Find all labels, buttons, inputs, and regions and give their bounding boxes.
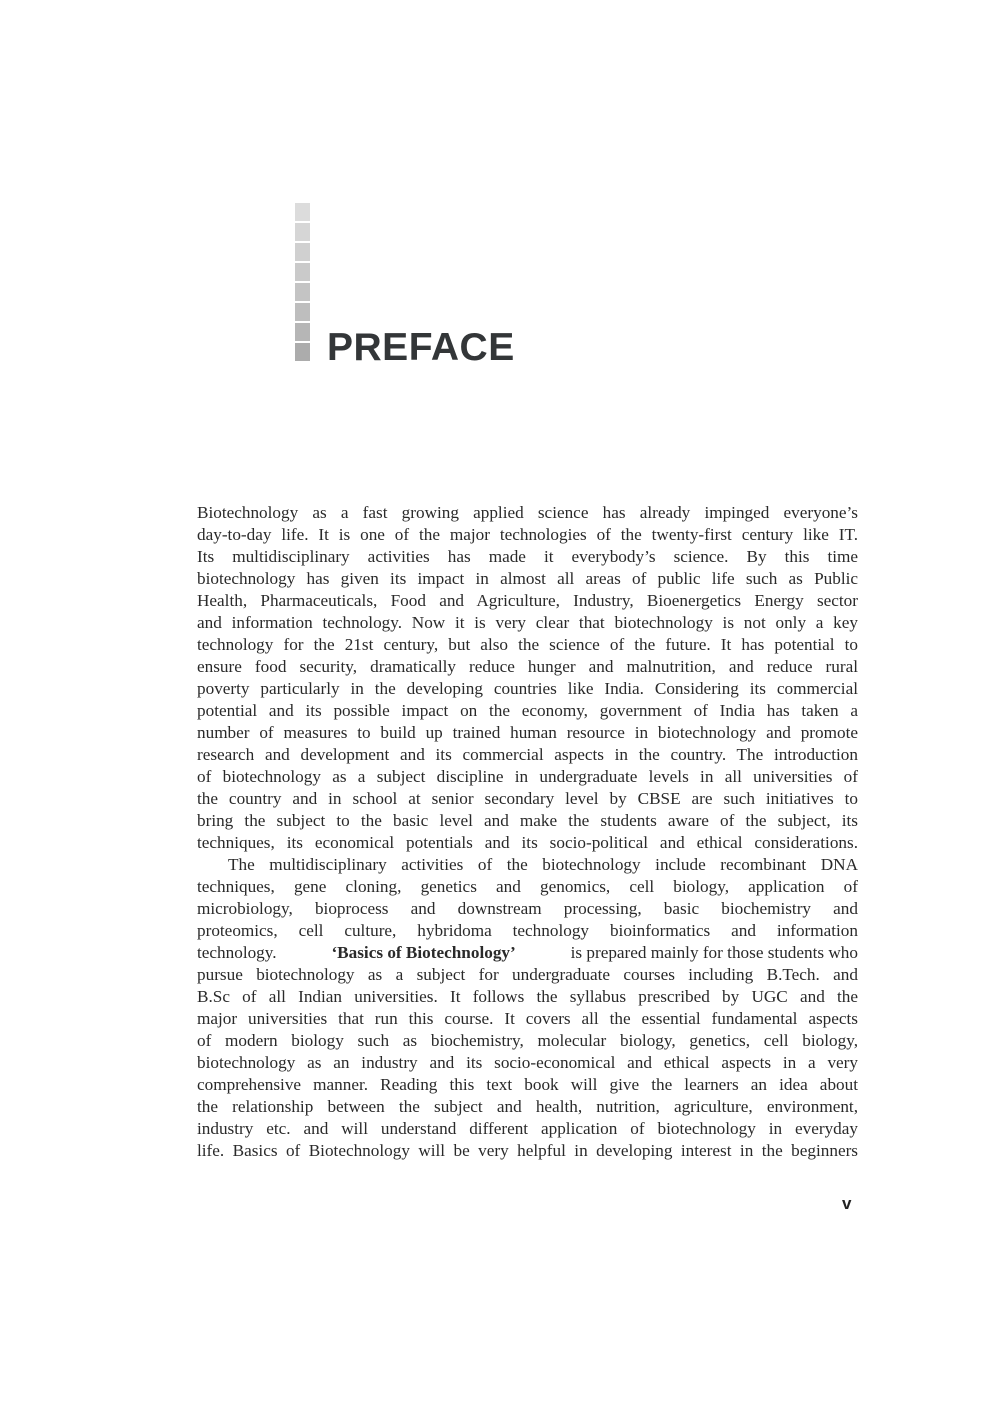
text-line: microbiology, bioprocess and downstream processing, basic biochemistry and (197, 899, 858, 918)
text-span: technology. (197, 943, 281, 962)
text-line: ensure food security, dramatically reduce hunger and malnutrition, and reduce rural (197, 657, 858, 676)
text-line: pursue biotechnology as a subject for undergraduate courses including B.Tech. and (197, 965, 858, 984)
text-line: poverty particularly in the developing countries like India. Considering its commercial (197, 679, 858, 698)
text-line: potential and its possible impact on the economy, government of India has taken a (197, 701, 858, 720)
text-line: the country and in school at senior secondary level by CBSE are such initiatives to (197, 789, 858, 808)
paragraph-2 (197, 854, 858, 1162)
bar-block (295, 223, 310, 241)
bar-block (295, 203, 310, 221)
text-line: Biotechnology as a fast growing applied science has already impinged everyone’s (197, 503, 858, 522)
text-line: of modern biology such as biochemistry, molecular biology, genetics, cell biology, (197, 1031, 858, 1050)
text-line: Its multidisciplinary activities has made it everybody’s science. By this time (197, 547, 858, 566)
text-line: biotechnology as an industry and its socio-economical and ethical aspects in a very (197, 1053, 858, 1072)
text-line: major universities that run this course. It covers all the essential fundamental aspects (197, 1009, 858, 1028)
text-line: industry etc. and will understand different application of biotechnology in everyday (197, 1119, 858, 1138)
text-line: the relationship between the subject and health, nutrition, agriculture, environment, (197, 1097, 858, 1116)
text-line (197, 942, 858, 964)
text-line: The multidisciplinary activities of the biotechnology include recombinant DNA (228, 855, 858, 874)
text-line: bring the subject to the basic level and make the students aware of the subject, its (197, 811, 858, 830)
text-line: B.Sc of all Indian universities. It follows the syllabus prescribed by UGC and the (197, 987, 858, 1006)
text-line: of biotechnology as a subject discipline in undergraduate levels in all universities of (197, 767, 858, 786)
text-line: technology for the 21st century, but also the science of the future. It has potential to (197, 635, 858, 654)
bar-block (295, 323, 310, 341)
page-title: PREFACE (327, 326, 515, 369)
text-line: research and development and its commercial aspects in the country. The introduction (197, 745, 858, 764)
bar-block (295, 343, 310, 361)
text-line: techniques, its economical potentials and its socio-political and ethical considerations. (197, 833, 858, 852)
text-line: proteomics, cell culture, hybridoma technology bioinformatics and information (197, 921, 858, 940)
text-line: techniques, gene cloning, genetics and genomics, cell biology, application of (197, 877, 858, 896)
text-line: number of measures to build up trained human resource in biotechnology and promote (197, 723, 858, 742)
preface-body (197, 502, 858, 1162)
bar-block (295, 303, 310, 321)
text-line: life. Basics of Biotechnology will be very helpful in developing interest in the beginners (197, 1141, 858, 1160)
text-line: day-to-day life. It is one of the major technologies of the twenty-first century like IT. (197, 525, 858, 544)
text-line: and information technology. Now it is very clear that biotechnology is not only a key (197, 613, 858, 632)
bar-block (295, 263, 310, 281)
text-line: Health, Pharmaceuticals, Food and Agriculture, Industry, Bioenergetics Energy sector (197, 591, 858, 610)
decorative-bars (295, 203, 310, 363)
text-span: is prepared mainly for those students who (566, 943, 858, 962)
text-line: comprehensive manner. Reading this text book will give the learners an idea about (197, 1075, 858, 1094)
paragraph-1 (197, 502, 858, 854)
page-number: v (842, 1194, 852, 1213)
book-title-bold: ‘Basics of Biotechnology’ (331, 943, 516, 962)
bar-block (295, 243, 310, 261)
bar-block (295, 283, 310, 301)
text-line: biotechnology has given its impact in almost all areas of public life such as Public (197, 569, 858, 588)
